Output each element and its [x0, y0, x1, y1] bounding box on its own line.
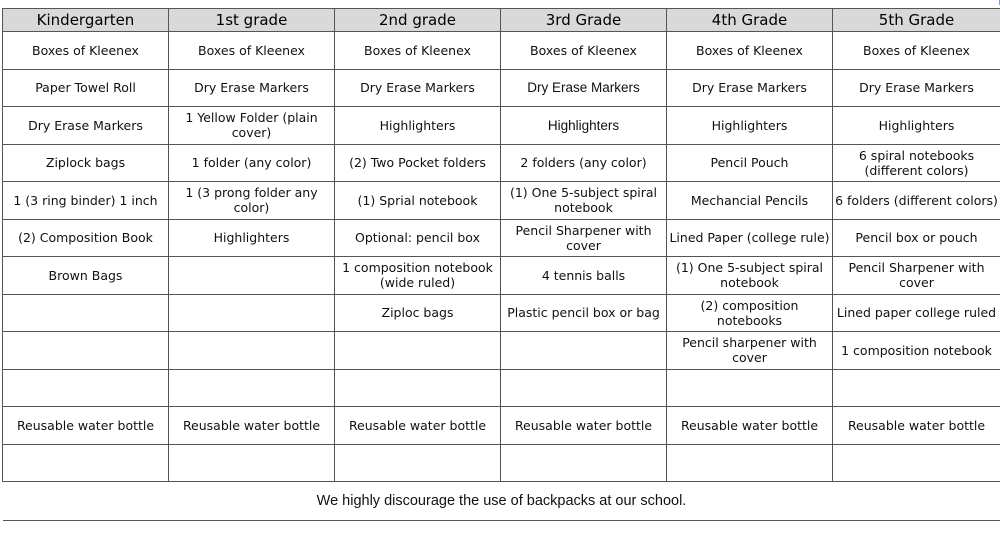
table-cell: Highlighters — [501, 107, 667, 145]
header-3rd-grade: 3rd Grade — [501, 9, 667, 32]
table-cell: Highlighters — [169, 219, 335, 257]
table-row — [3, 257, 1000, 295]
table-cell: Dry Erase Markers — [3, 107, 169, 145]
table-cell: 1 (3 ring binder) 1 inch — [3, 182, 169, 220]
table-cell: (2) Two Pocket folders — [335, 144, 501, 182]
table-cell: Highlighters — [667, 107, 833, 145]
table-cell: 1 composition notebook — [833, 332, 1000, 370]
table-cell: Mechancial Pencils — [667, 182, 833, 220]
table-cell: Dry Erase Markers — [667, 69, 833, 107]
table-cell: 4 tennis balls — [501, 257, 667, 295]
header-row — [3, 9, 1000, 32]
table-cell — [3, 332, 169, 370]
table-cell — [667, 369, 833, 407]
table-row — [3, 294, 1000, 332]
table-cell — [3, 294, 169, 332]
table-row — [3, 444, 1000, 482]
window-corner-mark — [996, 0, 1000, 5]
table-cell: Ziplock bags — [3, 144, 169, 182]
table-cell — [501, 444, 667, 482]
table-cell — [335, 369, 501, 407]
table-cell: 6 spiral notebooks (different colors) — [833, 144, 1000, 182]
table-cell: Highlighters — [335, 107, 501, 145]
table-cell: Reusable water bottle — [667, 407, 833, 445]
table-cell — [3, 369, 169, 407]
table-cell: Boxes of Kleenex — [335, 32, 501, 70]
supply-list-body — [3, 32, 1000, 482]
table-cell: Plastic pencil box or bag — [501, 294, 667, 332]
table-cell: 1 composition notebook (wide ruled) — [335, 257, 501, 295]
table-cell: Pencil Pouch — [667, 144, 833, 182]
table-cell: Lined Paper (college rule) — [667, 219, 833, 257]
table-cell: (1) One 5-subject spiral notebook — [501, 182, 667, 220]
table-row — [3, 332, 1000, 370]
table-cell: (1) Sprial notebook — [335, 182, 501, 220]
table-row — [3, 369, 1000, 407]
table-cell: Highlighters — [833, 107, 1000, 145]
table-cell: 1 Yellow Folder (plain cover) — [169, 107, 335, 145]
table-cell: 1 (3 prong folder any color) — [169, 182, 335, 220]
table-cell — [667, 444, 833, 482]
table-cell: Boxes of Kleenex — [169, 32, 335, 70]
table-cell: Ziploc bags — [335, 294, 501, 332]
table-cell: Paper Towel Roll — [3, 69, 169, 107]
table-cell: (1) One 5-subject spiral notebook — [667, 257, 833, 295]
header-5th-grade: 5th Grade — [833, 9, 1000, 32]
footer-row — [3, 482, 1000, 521]
trailing-blank-row — [3, 521, 1000, 541]
table-cell: Dry Erase Markers — [833, 69, 1000, 107]
table-row — [3, 107, 1000, 145]
table-cell: Reusable water bottle — [3, 407, 169, 445]
table-cell: Dry Erase Markers — [335, 69, 501, 107]
table-cell — [833, 369, 1000, 407]
table-cell: 2 folders (any color) — [501, 144, 667, 182]
table-cell: Pencil Sharpener with cover — [833, 257, 1000, 295]
table-cell: 1 folder (any color) — [169, 144, 335, 182]
table-cell — [169, 369, 335, 407]
table-cell — [169, 294, 335, 332]
table-cell: Dry Erase Markers — [169, 69, 335, 107]
table-cell: (2) composition notebooks — [667, 294, 833, 332]
table-cell: Boxes of Kleenex — [833, 32, 1000, 70]
table-cell — [169, 257, 335, 295]
table-row — [3, 182, 1000, 220]
table-cell — [169, 332, 335, 370]
table-cell — [169, 444, 335, 482]
table-cell: Reusable water bottle — [833, 407, 1000, 445]
header-4th-grade: 4th Grade — [667, 9, 833, 32]
table-row — [3, 219, 1000, 257]
table-row — [3, 407, 1000, 445]
table-cell — [335, 444, 501, 482]
trailing-blank-cell — [3, 521, 1000, 541]
table-cell: Boxes of Kleenex — [3, 32, 169, 70]
table-cell: Dry Erase Markers — [501, 69, 667, 107]
table-cell — [833, 444, 1000, 482]
table-cell: Brown Bags — [3, 257, 169, 295]
header-kindergarten: Kindergarten — [3, 9, 169, 32]
table-cell — [335, 332, 501, 370]
table-cell: Pencil box or pouch — [833, 219, 1000, 257]
footer-note: We highly discourage the use of backpacks at our school. — [3, 482, 1000, 521]
table-cell: Pencil Sharpener with cover — [501, 219, 667, 257]
table-cell: Lined paper college ruled — [833, 294, 1000, 332]
table-cell: Pencil sharpener with cover — [667, 332, 833, 370]
header-1st-grade: 1st grade — [169, 9, 335, 32]
table-cell — [3, 444, 169, 482]
table-cell: Boxes of Kleenex — [667, 32, 833, 70]
table-row — [3, 32, 1000, 70]
table-cell: 6 folders (different colors) — [833, 182, 1000, 220]
header-2nd-grade: 2nd grade — [335, 9, 501, 32]
table-cell — [501, 332, 667, 370]
table-cell: Boxes of Kleenex — [501, 32, 667, 70]
table-cell: Reusable water bottle — [335, 407, 501, 445]
table-cell: Reusable water bottle — [169, 407, 335, 445]
table-cell: Optional: pencil box — [335, 219, 501, 257]
table-cell: (2) Composition Book — [3, 219, 169, 257]
table-cell — [501, 369, 667, 407]
table-cell: Reusable water bottle — [501, 407, 667, 445]
table-row — [3, 144, 1000, 182]
table-row — [3, 69, 1000, 107]
school-supply-table — [2, 8, 1000, 541]
